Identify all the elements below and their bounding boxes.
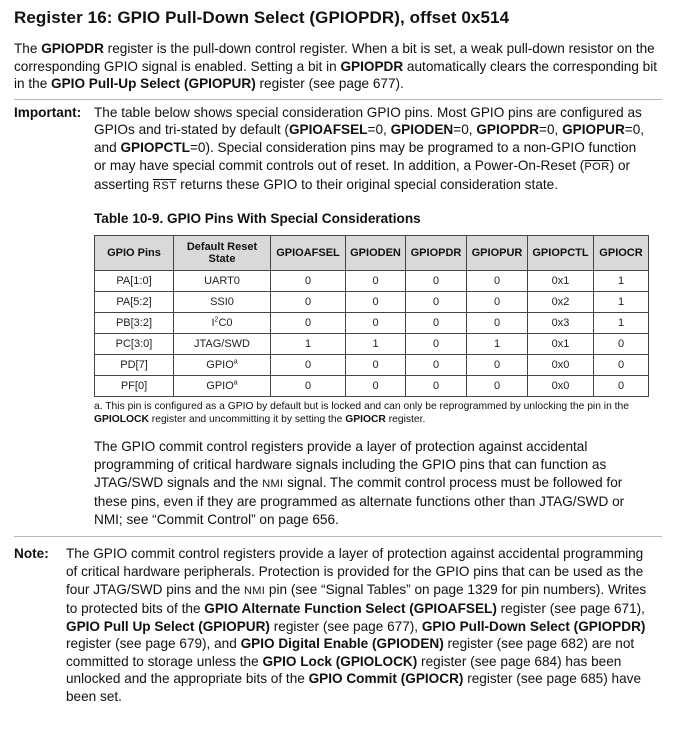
footnote-text-1: a. This pin is configured as a GPIO by default but is locked and can only be reprogrammed by unlocking the pin in the (94, 401, 629, 413)
table-row (95, 355, 649, 376)
table-caption: Table 10-9. GPIO Pins With Special Considerations (94, 210, 421, 226)
cell-pin: PF[0] (95, 376, 174, 397)
cell-afsel: 0 (271, 271, 346, 292)
cell-pctl: 0x0 (528, 376, 594, 397)
table-row (95, 334, 649, 355)
imp-text-1: The table below shows special consideration GPIO pins. Most GPIO pins are configured as GPIOs and tri-stated by default ( (94, 104, 642, 138)
cell-pdr: 0 (406, 292, 467, 313)
cell-pctl: 0x2 (528, 292, 594, 313)
state-text-2: C0 (218, 316, 233, 329)
imp-bold-1: GPIOAFSEL (288, 122, 368, 138)
note-text-2: pin (see “Signal Tables” on page 1329 for pin numbers). Writes to protected bits of the (66, 581, 647, 617)
state-text: GPIO (206, 358, 234, 371)
cell-pctl: 0x1 (528, 271, 594, 292)
note-bold-2: GPIO Pull Up Select (GPIOPUR) (66, 618, 270, 634)
imp-bold-5: GPIOPCTL (120, 139, 190, 155)
cell-pur: 0 (467, 313, 528, 334)
note-text-6: register (see page 682) are not committed to storage unless the (66, 636, 635, 669)
commit-control-paragraph (94, 438, 650, 528)
note-text-3: register (see page 671), (496, 601, 645, 617)
rst-signal: $\overline{RST}$ (152, 180, 177, 193)
divider-bottom (14, 536, 662, 537)
cell-afsel: 0 (271, 313, 346, 334)
cell-pdr: 0 (406, 376, 467, 397)
imp-text-5: =0, and (94, 122, 645, 155)
table-row (95, 271, 649, 292)
important-block (14, 104, 662, 537)
cell-pin: PD[7] (95, 355, 174, 376)
imp-bold-2: GPIODEN (390, 122, 454, 138)
imp-text-8: returns these GPIO to their original special consideration state. (176, 177, 559, 193)
intro-paragraph (14, 40, 659, 93)
note-bold-1: GPIO Alternate Function Select (GPIOAFSEL) (204, 601, 497, 617)
cell-den: 0 (346, 313, 406, 334)
state-text: SSI0 (210, 295, 234, 308)
intro-text-2: register is the pull-down control register. When a bit is set, a weak pull-down resistor on the corresponding GPIO signal is enabled. Setting a bit in (14, 41, 655, 74)
note-label: Note: (14, 546, 49, 562)
cell-pur: 0 (467, 271, 528, 292)
cell-afsel: 0 (271, 292, 346, 313)
header-gpioden: GPIODEN (346, 236, 406, 271)
cell-state (174, 271, 271, 292)
table-footnote (94, 401, 650, 426)
note-block (14, 545, 662, 705)
note-text-8: register (see page 685) have been set. (66, 671, 642, 705)
cell-pdr: 0 (406, 355, 467, 376)
intro-bold-1: GPIOPDR (41, 41, 104, 56)
imp-text-6: =0). Special consideration pins may be programed to a non-GPIO function or may have special commit controls out of reset. In addition, a Power-On-Reset ( (94, 139, 637, 173)
header-gpiopctl: GPIOPCTL (528, 236, 594, 271)
para2-text-2: signal. The commit control process must be followed for these pins, even if they are programmed as alternate functions other than JTAG/SWD or NMI; see “Commit Control” on page 656. (94, 474, 625, 527)
document-page (14, 8, 662, 706)
cell-den: 0 (346, 376, 406, 397)
state-text: I (211, 316, 215, 329)
imp-bold-4: GPIOPUR (562, 122, 625, 138)
register-title: Register 16: GPIO Pull-Down Select (GPIOPDR), offset 0x514 (14, 8, 510, 27)
note-bold-5: GPIO Lock (GPIOLOCK) (262, 653, 418, 669)
important-label: Important: (14, 104, 82, 120)
note-text-7: register (see page 684) has been unlocked and the appropriate bits of the (66, 653, 622, 687)
footnote-text-2: register and uncommitting it by setting the (148, 413, 346, 425)
note-bold-3: GPIO Pull-Down Select (GPIOPDR) (421, 618, 646, 634)
cell-den: 0 (346, 271, 406, 292)
cell-cr: 1 (594, 292, 649, 313)
header-gpio-pins: GPIO Pins (95, 236, 174, 271)
cell-pctl: 0x0 (528, 355, 594, 376)
cell-pur: 1 (467, 334, 528, 355)
header-gpiopdr: GPIOPDR (406, 236, 467, 271)
cell-afsel: 0 (271, 376, 346, 397)
note-text-1: The GPIO commit control registers provide a layer of protection against accidental programming of critical hardware peripherals. Protection is provided for the GPIO pins that can be used as the four JTAG/SWD pins and the (66, 546, 644, 597)
cell-pdr: 0 (406, 313, 467, 334)
gpio-special-pins-table (94, 235, 649, 397)
cell-pin: PC[3:0] (95, 334, 174, 355)
state-text: GPIO (206, 379, 234, 392)
cell-cr: 0 (594, 334, 649, 355)
cell-pur: 0 (467, 292, 528, 313)
state-text: JTAG/SWD (193, 337, 250, 350)
nmi-signal: NMI (262, 477, 284, 490)
cell-pur: 0 (467, 376, 528, 397)
para2-text-1: The GPIO commit control registers provide a layer of protection against accidental programming of critical hardware signals including the GPIO pins that can function as JTAG/SWD signals and the (94, 439, 607, 490)
cell-pin: PA[1:0] (95, 271, 174, 292)
cell-afsel: 0 (271, 355, 346, 376)
imp-text-3: =0, (453, 122, 477, 138)
cell-state (174, 292, 271, 313)
cell-pdr: 0 (406, 334, 467, 355)
note-nmi-signal: NMI (244, 584, 266, 597)
footnote-text-3: register. (385, 413, 426, 425)
cell-cr: 0 (594, 355, 649, 376)
header-gpiopur: GPIOPUR (467, 236, 528, 271)
cell-pdr: 0 (406, 271, 467, 292)
intro-text-4: register (see page 677). (255, 76, 404, 92)
table-header-row (95, 236, 649, 271)
cell-cr: 0 (594, 376, 649, 397)
por-signal: $\overline{POR}$ (584, 160, 610, 173)
header-default-reset-state: Default Reset State (174, 236, 271, 271)
table-row (95, 376, 649, 397)
cell-pin: PB[3:2] (95, 313, 174, 334)
intro-text-3: automatically clears the corresponding bit in the (14, 58, 658, 92)
cell-pur: 0 (467, 355, 528, 376)
note-bold-4: GPIO Digital Enable (GPIODEN) (240, 636, 444, 652)
note-body (66, 545, 652, 705)
imp-text-7: ) or asserting (94, 157, 631, 193)
state-sup: a (233, 357, 238, 365)
header-gpioafsel: GPIOAFSEL (271, 236, 346, 271)
cell-den: 1 (346, 334, 406, 355)
note-bold-6: GPIO Commit (GPIOCR) (308, 671, 464, 687)
imp-text-4: =0, (539, 122, 563, 138)
state-text: UART0 (204, 274, 240, 287)
cell-state (174, 355, 271, 376)
cell-state (174, 376, 271, 397)
footnote-bold-1: GPIOLOCK (94, 413, 149, 425)
note-text-4: register (see page 677), (269, 618, 422, 634)
cell-pin: PA[5:2] (95, 292, 174, 313)
divider-top (14, 99, 662, 100)
imp-text-2: =0, (367, 122, 391, 138)
cell-state (174, 313, 271, 334)
cell-den: 0 (346, 292, 406, 313)
state-sup: a (233, 378, 238, 386)
table-row (95, 292, 649, 313)
important-body (94, 104, 650, 537)
cell-cr: 1 (594, 271, 649, 292)
cell-pctl: 0x1 (528, 334, 594, 355)
cell-afsel: 1 (271, 334, 346, 355)
intro-bold-3: GPIO Pull-Up Select (GPIOPUR) (51, 76, 256, 92)
cell-den: 0 (346, 355, 406, 376)
intro-bold-2: GPIOPDR (340, 58, 404, 74)
cell-state (174, 334, 271, 355)
header-gpiocr: GPIOCR (594, 236, 649, 271)
table-row (95, 313, 649, 334)
cell-pctl: 0x3 (528, 313, 594, 334)
footnote-bold-2: GPIOCR (345, 413, 386, 425)
note-text-5: register (see page 679), and (66, 636, 241, 652)
state-sup: 2 (214, 315, 219, 323)
cell-cr: 1 (594, 313, 649, 334)
intro-text-1: The (14, 41, 42, 56)
imp-bold-3: GPIOPDR (476, 122, 540, 138)
